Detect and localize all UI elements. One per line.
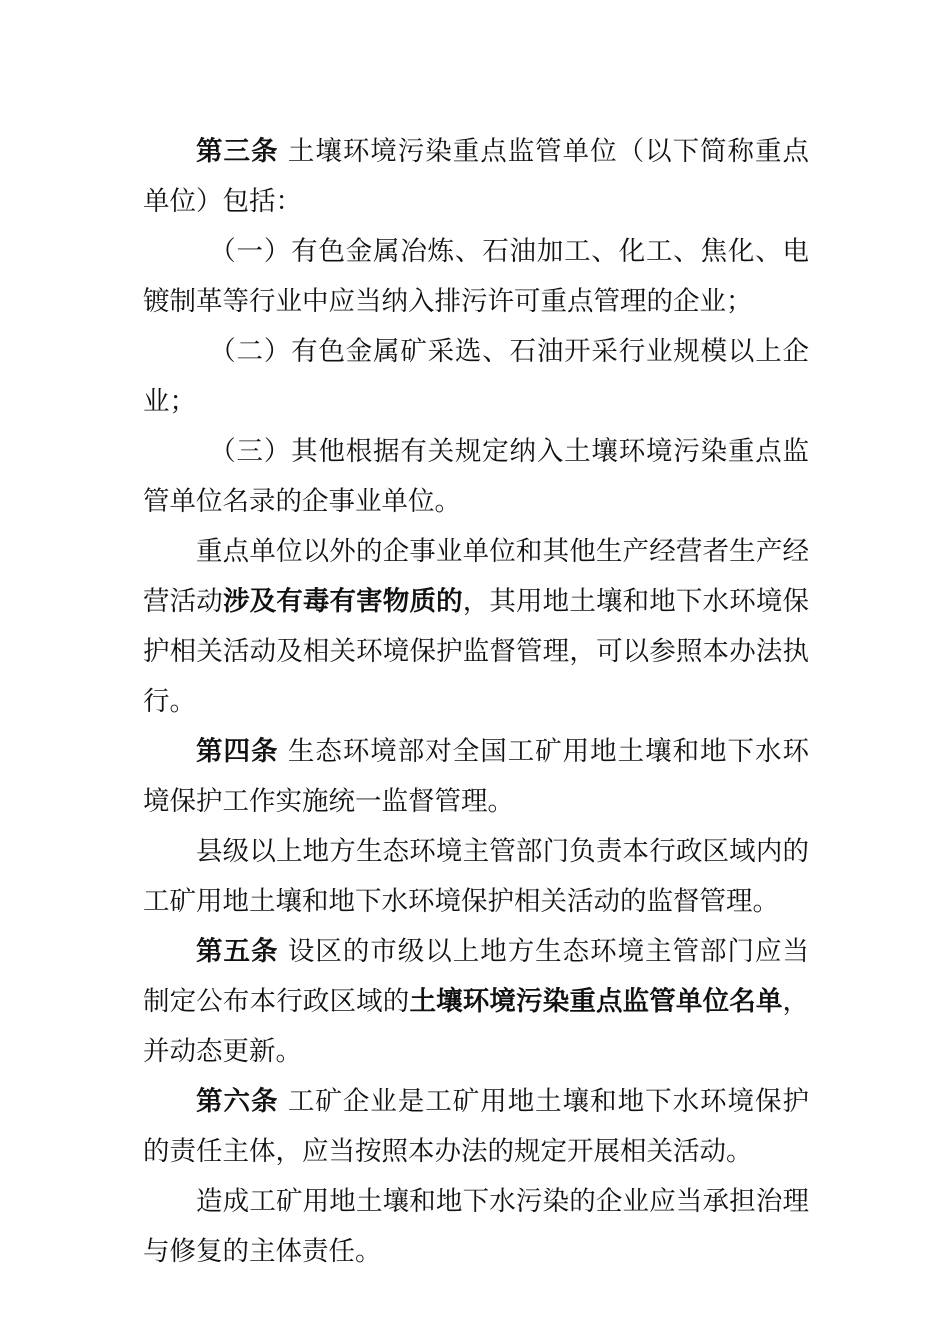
article-3-text: 土壤环境污染重点监管单位（以下简称重点单位）包括： bbox=[143, 136, 809, 217]
article-4-paragraph bbox=[143, 727, 809, 827]
article-5-text-bold: 土壤环境污染重点监管单位名单 bbox=[409, 986, 783, 1017]
article-3-paragraph-2 bbox=[143, 527, 809, 727]
article-3-para2-bold: 涉及有毒有害物质的 bbox=[222, 586, 463, 617]
article-3-paragraph bbox=[143, 127, 809, 227]
article-3-item-2: （二）有色金属矿采选、石油开采行业规模以上企业； bbox=[143, 336, 809, 417]
article-6-heading: 第六条 bbox=[196, 1086, 279, 1117]
article-5-heading: 第五条 bbox=[196, 936, 279, 967]
article-5-paragraph bbox=[143, 927, 809, 1077]
article-6-text: 工矿企业是工矿用地土壤和地下水环境保护的责任主体，应当按照本办法的规定开展相关活动。 bbox=[143, 1086, 809, 1167]
article-5-text-after: ，并动态更新。 bbox=[143, 986, 810, 1067]
article-3-heading: 第三条 bbox=[196, 136, 279, 167]
article-3-para2-before: 重点单位以外的企事业单位和其他生产经营者生产经营活动 bbox=[143, 536, 809, 617]
document-page bbox=[143, 127, 809, 1277]
article-6-paragraph-2: 造成工矿用地土壤和地下水污染的企业应当承担治理与修复的主体责任。 bbox=[143, 1186, 809, 1267]
article-6-paragraph bbox=[143, 1077, 809, 1177]
article-4-text: 生态环境部对全国工矿用地土壤和地下水环境保护工作实施统一监督管理。 bbox=[143, 736, 809, 817]
article-4-heading: 第四条 bbox=[196, 736, 279, 767]
article-3-item-1: （一）有色金属冶炼、石油加工、化工、焦化、电镀制革等行业中应当纳入排污许可重点管理的企业； bbox=[143, 236, 809, 317]
article-3-para2-after: ，其用地土壤和地下水环境保护相关活动及相关环境保护监督管理，可以参照本办法执行。 bbox=[143, 586, 809, 717]
article-5-text-before: 设区的市级以上地方生态环境主管部门应当制定公布本行政区域的 bbox=[143, 936, 809, 1017]
article-4-paragraph-2: 县级以上地方生态环境主管部门负责本行政区域内的工矿用地土壤和地下水环境保护相关活动的监督管理。 bbox=[143, 836, 809, 917]
article-3-item-3: （三）其他根据有关规定纳入土壤环境污染重点监管单位名录的企事业单位。 bbox=[143, 436, 809, 517]
